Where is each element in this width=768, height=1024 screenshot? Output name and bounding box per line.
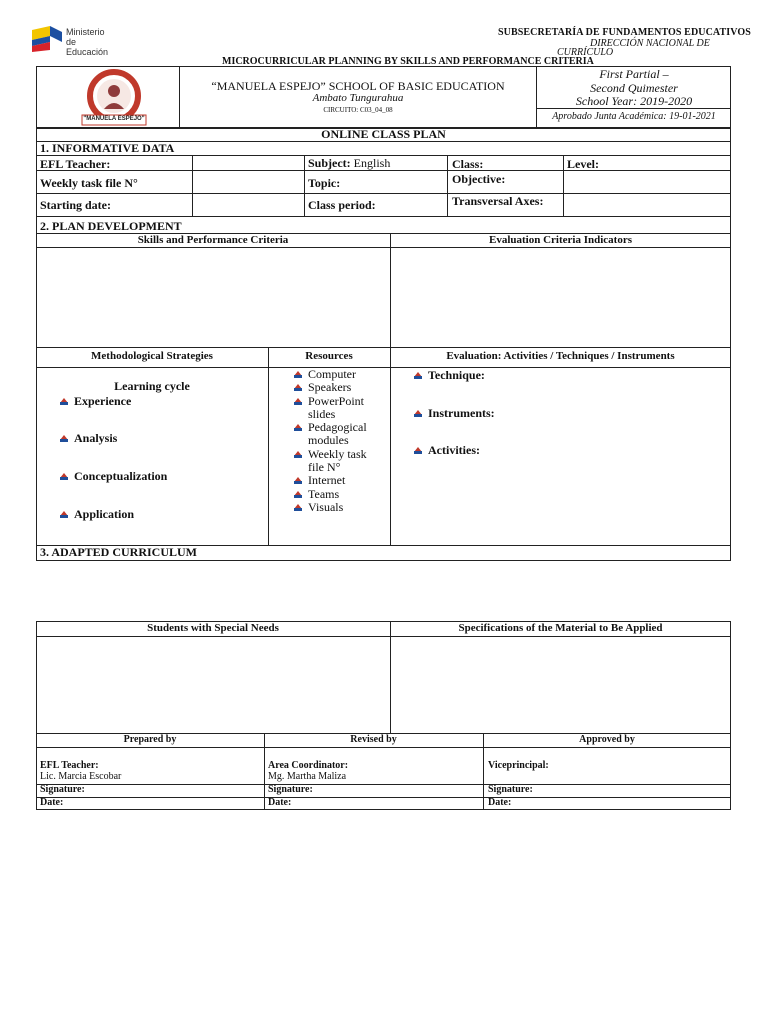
subject-value: English bbox=[350, 156, 391, 170]
bullet-icon bbox=[412, 409, 422, 419]
coordinator-role: Area Coordinator: bbox=[268, 760, 349, 771]
bullet-icon bbox=[292, 450, 302, 460]
direccion-heading: DIRECCIÓN NACIONAL DE bbox=[590, 38, 710, 49]
resource-item-cont: file N° bbox=[308, 460, 341, 475]
teacher-name: Lic. Marcia Escobar bbox=[40, 771, 122, 782]
seal-banner-text: "MANUELA ESPEJO" bbox=[83, 116, 145, 122]
bullet-icon bbox=[292, 370, 302, 380]
adapted-curriculum-heading: 3. ADAPTED CURRICULUM bbox=[40, 545, 198, 559]
step-conceptualization: Conceptualization bbox=[58, 469, 167, 484]
bullet-icon bbox=[292, 490, 302, 500]
bullet-icon bbox=[58, 510, 68, 520]
transversal-axes-label: Transversal Axes: bbox=[452, 194, 544, 208]
revised-by-header: Revised by bbox=[350, 734, 397, 745]
topic-label: Topic: bbox=[308, 176, 341, 190]
resource-item: Computer bbox=[290, 368, 386, 381]
step-application: Application bbox=[58, 507, 134, 522]
quimester-label: Second Quimester bbox=[590, 81, 678, 95]
eval-technique: Technique: bbox=[412, 368, 485, 383]
skills-criteria-header: Skills and Performance Criteria bbox=[137, 234, 289, 246]
resources-header: Resources bbox=[305, 350, 353, 362]
efl-teacher-label: EFL Teacher: bbox=[40, 157, 111, 171]
subject-label: Subject: bbox=[308, 156, 351, 170]
subsecretaria-heading: SUBSECRETARÍA DE FUNDAMENTOS EDUCATIVOS bbox=[498, 27, 751, 38]
bullet-icon bbox=[292, 423, 302, 433]
ministry-logo-text: Ministerio de Educación bbox=[66, 27, 109, 57]
eval-activities: Activities: bbox=[412, 443, 480, 458]
resource-item: Pedagogical bbox=[290, 421, 386, 434]
resource-item: Teams bbox=[290, 488, 386, 501]
curriculo-heading: CURRÍCULO bbox=[557, 47, 614, 58]
bullet-icon bbox=[58, 472, 68, 482]
resource-item: PowerPoint bbox=[290, 395, 386, 408]
school-year-label: School Year: 2019-2020 bbox=[575, 94, 693, 108]
class-label: Class: bbox=[452, 157, 484, 171]
bullet-icon bbox=[412, 446, 422, 456]
evaluation-indicators-header: Evaluation Criteria Indicators bbox=[489, 234, 632, 246]
date-label-3: Date: bbox=[488, 797, 512, 808]
resource-item: Internet bbox=[290, 474, 386, 487]
objective-label: Objective: bbox=[452, 172, 506, 186]
bullet-icon bbox=[58, 434, 68, 444]
resource-item: Speakers bbox=[290, 381, 386, 394]
approved-by-header: Approved by bbox=[579, 734, 635, 745]
eval-instruments: Instruments: bbox=[412, 406, 495, 421]
starting-date-label: Starting date: bbox=[40, 198, 111, 212]
prepared-by-header: Prepared by bbox=[123, 734, 177, 745]
resource-item: Visuals bbox=[290, 501, 386, 514]
material-specs-header: Specifications of the Material to Be Applied bbox=[458, 622, 663, 634]
methodological-strategies-header: Methodological Strategies bbox=[91, 350, 213, 362]
bullet-icon bbox=[292, 383, 302, 393]
step-experience: Experience bbox=[58, 394, 131, 409]
class-period-label: Class period: bbox=[308, 198, 376, 212]
resource-item-cont: modules bbox=[308, 433, 349, 448]
signature-label-2: Signature: bbox=[268, 784, 313, 795]
weekly-task-file-label: Weekly task file N° bbox=[40, 176, 138, 190]
learning-cycle-label: Learning cycle bbox=[114, 379, 190, 393]
resource-item-cont: slides bbox=[308, 406, 336, 421]
signature-label-3: Signature: bbox=[488, 784, 533, 795]
bullet-icon bbox=[292, 397, 302, 407]
date-label-2: Date: bbox=[268, 797, 292, 808]
ministry-logo bbox=[30, 24, 120, 57]
signature-label-1: Signature: bbox=[40, 784, 85, 795]
coordinator-name: Mg. Martha Maliza bbox=[268, 771, 347, 782]
adapted-table bbox=[36, 621, 731, 810]
plan-development-heading: 2. PLAN DEVELOPMENT bbox=[40, 219, 182, 233]
bullet-icon bbox=[292, 503, 302, 513]
bullet-icon bbox=[292, 476, 302, 486]
special-needs-header: Students with Special Needs bbox=[147, 622, 279, 634]
approval-label: Aprobado Junta Académica: 19-01-2021 bbox=[552, 111, 716, 122]
step-analysis: Analysis bbox=[58, 431, 117, 446]
viceprincipal-role: Viceprincipal: bbox=[488, 760, 549, 771]
plan-title: ONLINE CLASS PLAN bbox=[321, 127, 446, 141]
document-title: MICROCURRICULAR PLANNING BY SKILLS AND PERFORMANCE CRITERIA bbox=[222, 56, 594, 67]
school-location: Ambato Tungurahua bbox=[312, 92, 404, 104]
teacher-role: EFL Teacher: bbox=[40, 760, 99, 771]
resource-item: Weekly task bbox=[290, 448, 386, 461]
bullet-icon bbox=[412, 371, 422, 381]
subject-field bbox=[308, 156, 390, 171]
ecuador-flag-icon bbox=[30, 24, 64, 52]
resources-list bbox=[290, 368, 386, 514]
informative-data-heading: 1. INFORMATIVE DATA bbox=[40, 141, 175, 155]
date-label-1: Date: bbox=[40, 797, 64, 808]
level-label: Level: bbox=[567, 157, 599, 171]
partial-label: First Partial – bbox=[599, 67, 669, 81]
school-name: “MANUELA ESPEJO” SCHOOL OF BASIC EDUCATION bbox=[211, 79, 505, 93]
evaluation-header: Evaluation: Activities / Techniques / Instruments bbox=[446, 350, 675, 362]
school-seal bbox=[72, 69, 156, 127]
bullet-icon bbox=[58, 397, 68, 407]
school-circuit: CIRCUITO: C03_04_08 bbox=[323, 106, 393, 114]
